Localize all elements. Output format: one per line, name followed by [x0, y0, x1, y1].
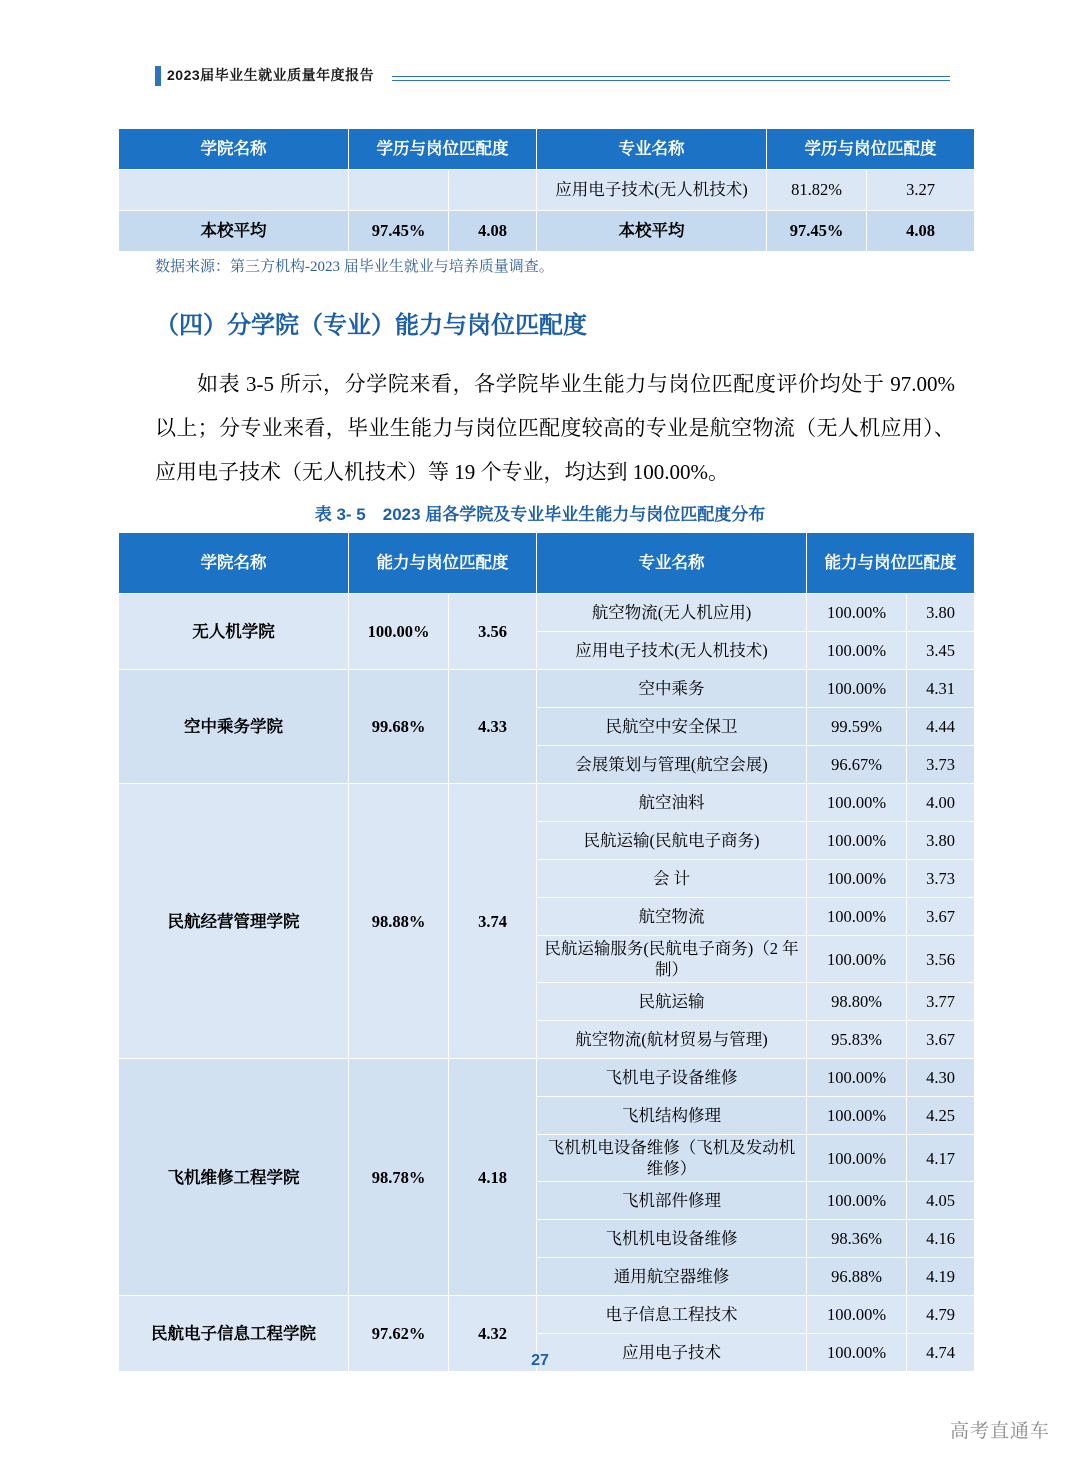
table-row [119, 211, 975, 252]
table-row [119, 1296, 975, 1334]
cell-major-name: 通用航空器维修 [537, 1258, 807, 1296]
cell-major-pct: 100.00% [807, 784, 907, 822]
th-major-name: 专业名称 [537, 129, 767, 170]
cell-major-pct: 99.59% [807, 708, 907, 746]
header-title: 2023届毕业生就业质量年度报告 [167, 67, 375, 83]
cell-major-score: 4.25 [907, 1097, 975, 1135]
cell-major-pct: 100.00% [807, 1296, 907, 1334]
cell-major-name: 应用电子技术 [537, 1334, 807, 1372]
cell-major-pct: 97.45% [767, 211, 867, 252]
cell-major-name: 飞机部件修理 [537, 1182, 807, 1220]
table-row [119, 594, 975, 632]
cell-college-score: 4.33 [449, 670, 537, 784]
header-rule [392, 76, 950, 81]
cell-college-name: 无人机学院 [119, 594, 349, 670]
cell-major-name: 民航空中安全保卫 [537, 708, 807, 746]
cell-major-name: 民航运输 [537, 983, 807, 1021]
cell-college-name [119, 170, 349, 211]
cell-major-score: 4.16 [907, 1220, 975, 1258]
cell-major-score: 3.56 [907, 936, 975, 983]
cell-major-name: 航空物流 [537, 898, 807, 936]
cell-major-name: 飞机结构修理 [537, 1097, 807, 1135]
cell-major-pct: 100.00% [807, 822, 907, 860]
cell-major-pct: 100.00% [807, 1182, 907, 1220]
cell-major-pct: 98.36% [807, 1220, 907, 1258]
cell-major-pct: 96.67% [807, 746, 907, 784]
cell-major-score: 3.80 [907, 822, 975, 860]
cell-major-pct: 100.00% [807, 594, 907, 632]
th-major-match: 能力与岗位匹配度 [807, 533, 975, 594]
source-note: 数据来源：第三方机构-2023 届毕业生就业与培养质量调查。 [155, 259, 554, 275]
cell-college-name: 本校平均 [119, 211, 349, 252]
cell-major-score: 4.00 [907, 784, 975, 822]
cell-college-pct: 97.62% [349, 1296, 449, 1372]
table-caption: 表 3- 5 2023 届各学院及专业毕业生能力与岗位匹配度分布 [314, 505, 766, 524]
cell-major-pct: 100.00% [807, 632, 907, 670]
cell-major-score: 3.45 [907, 632, 975, 670]
table-header-row [119, 129, 975, 170]
cell-major-name: 空中乘务 [537, 670, 807, 708]
page-header [155, 62, 950, 92]
cell-major-score: 3.67 [907, 898, 975, 936]
cell-major-score: 4.74 [907, 1334, 975, 1372]
cell-major-score: 4.31 [907, 670, 975, 708]
cell-major-score: 4.79 [907, 1296, 975, 1334]
table-row [119, 1059, 975, 1097]
cell-major-name: 航空油料 [537, 784, 807, 822]
cell-college-name: 民航电子信息工程学院 [119, 1296, 349, 1372]
cell-college-name: 民航经营管理学院 [119, 784, 349, 1059]
cell-major-pct: 100.00% [807, 898, 907, 936]
cell-major-name: 会 计 [537, 860, 807, 898]
cell-college-score [449, 170, 537, 211]
table-row [119, 784, 975, 822]
cell-college-name: 飞机维修工程学院 [119, 1059, 349, 1296]
cell-major-pct: 100.00% [807, 860, 907, 898]
cell-major-pct: 100.00% [807, 936, 907, 983]
cell-major-score: 3.80 [907, 594, 975, 632]
cell-major-score: 3.77 [907, 983, 975, 1021]
main-table [118, 532, 975, 1372]
cell-major-score: 3.73 [907, 746, 975, 784]
body-paragraph: 如表 3-5 所示，分学院来看，各学院毕业生能力与岗位匹配度评价均处于 97.00% 以上；分专业来看，毕业生能力与岗位匹配度较高的专业是航空物流（无人机应用）、应用电子技术（无人机技术）等 19 个专业，均达到 100.00%。 [155, 372, 955, 484]
cell-major-pct: 95.83% [807, 1021, 907, 1059]
cell-major-score: 4.08 [867, 211, 975, 252]
cell-major-pct: 100.00% [807, 1334, 907, 1372]
cell-major-name: 民航运输服务(民航电子商务)（2 年制） [537, 936, 807, 983]
cell-major-pct: 100.00% [807, 670, 907, 708]
cell-major-pct: 96.88% [807, 1258, 907, 1296]
section-heading: （四）分学院（专业）能力与岗位匹配度 [155, 312, 587, 339]
cell-major-name: 航空物流(航材贸易与管理) [537, 1021, 807, 1059]
cell-major-score: 4.17 [907, 1135, 975, 1182]
cell-college-score: 4.18 [449, 1059, 537, 1296]
cell-college-pct: 97.45% [349, 211, 449, 252]
cell-college-pct [349, 170, 449, 211]
cell-major-pct: 100.00% [807, 1097, 907, 1135]
cell-major-score: 3.67 [907, 1021, 975, 1059]
watermark: 高考直通车 [949, 1421, 1050, 1442]
cell-major-score: 4.19 [907, 1258, 975, 1296]
cell-major-name: 飞机机电设备维修（飞机及发动机维修） [537, 1135, 807, 1182]
table-row [119, 670, 975, 708]
th-college-name: 学院名称 [119, 533, 349, 594]
cell-major-score: 3.73 [907, 860, 975, 898]
cell-major-name: 应用电子技术(无人机技术) [537, 632, 807, 670]
cell-college-name: 空中乘务学院 [119, 670, 349, 784]
cell-major-pct: 81.82% [767, 170, 867, 211]
cell-major-name: 应用电子技术(无人机技术) [537, 170, 767, 211]
cell-college-score: 3.56 [449, 594, 537, 670]
cell-major-name: 飞机机电设备维修 [537, 1220, 807, 1258]
cell-major-name: 本校平均 [537, 211, 767, 252]
cell-college-score: 4.32 [449, 1296, 537, 1372]
continued-table [118, 128, 975, 252]
cell-major-pct: 100.00% [807, 1135, 907, 1182]
th-major-match: 学历与岗位匹配度 [767, 129, 975, 170]
cell-major-pct: 100.00% [807, 1059, 907, 1097]
cell-college-pct: 98.78% [349, 1059, 449, 1296]
cell-major-name: 民航运输(民航电子商务) [537, 822, 807, 860]
th-college-match: 能力与岗位匹配度 [349, 533, 537, 594]
cell-major-score: 4.44 [907, 708, 975, 746]
cell-major-name: 航空物流(无人机应用) [537, 594, 807, 632]
cell-college-score: 4.08 [449, 211, 537, 252]
cell-major-score: 3.27 [867, 170, 975, 211]
th-college-name: 学院名称 [119, 129, 349, 170]
cell-major-score: 4.05 [907, 1182, 975, 1220]
cell-college-pct: 100.00% [349, 594, 449, 670]
cell-major-pct: 98.80% [807, 983, 907, 1021]
cell-college-pct: 98.88% [349, 784, 449, 1059]
th-college-match: 学历与岗位匹配度 [349, 129, 537, 170]
header-accent-bar [155, 66, 161, 86]
cell-college-pct: 99.68% [349, 670, 449, 784]
cell-major-name: 电子信息工程技术 [537, 1296, 807, 1334]
cell-major-name: 会展策划与管理(航空会展) [537, 746, 807, 784]
th-major-name: 专业名称 [537, 533, 807, 594]
cell-major-name: 飞机电子设备维修 [537, 1059, 807, 1097]
table-row [119, 170, 975, 211]
cell-major-score: 4.30 [907, 1059, 975, 1097]
table-header-row [119, 533, 975, 594]
page-number: 27 [531, 1352, 549, 1369]
cell-college-score: 3.74 [449, 784, 537, 1059]
